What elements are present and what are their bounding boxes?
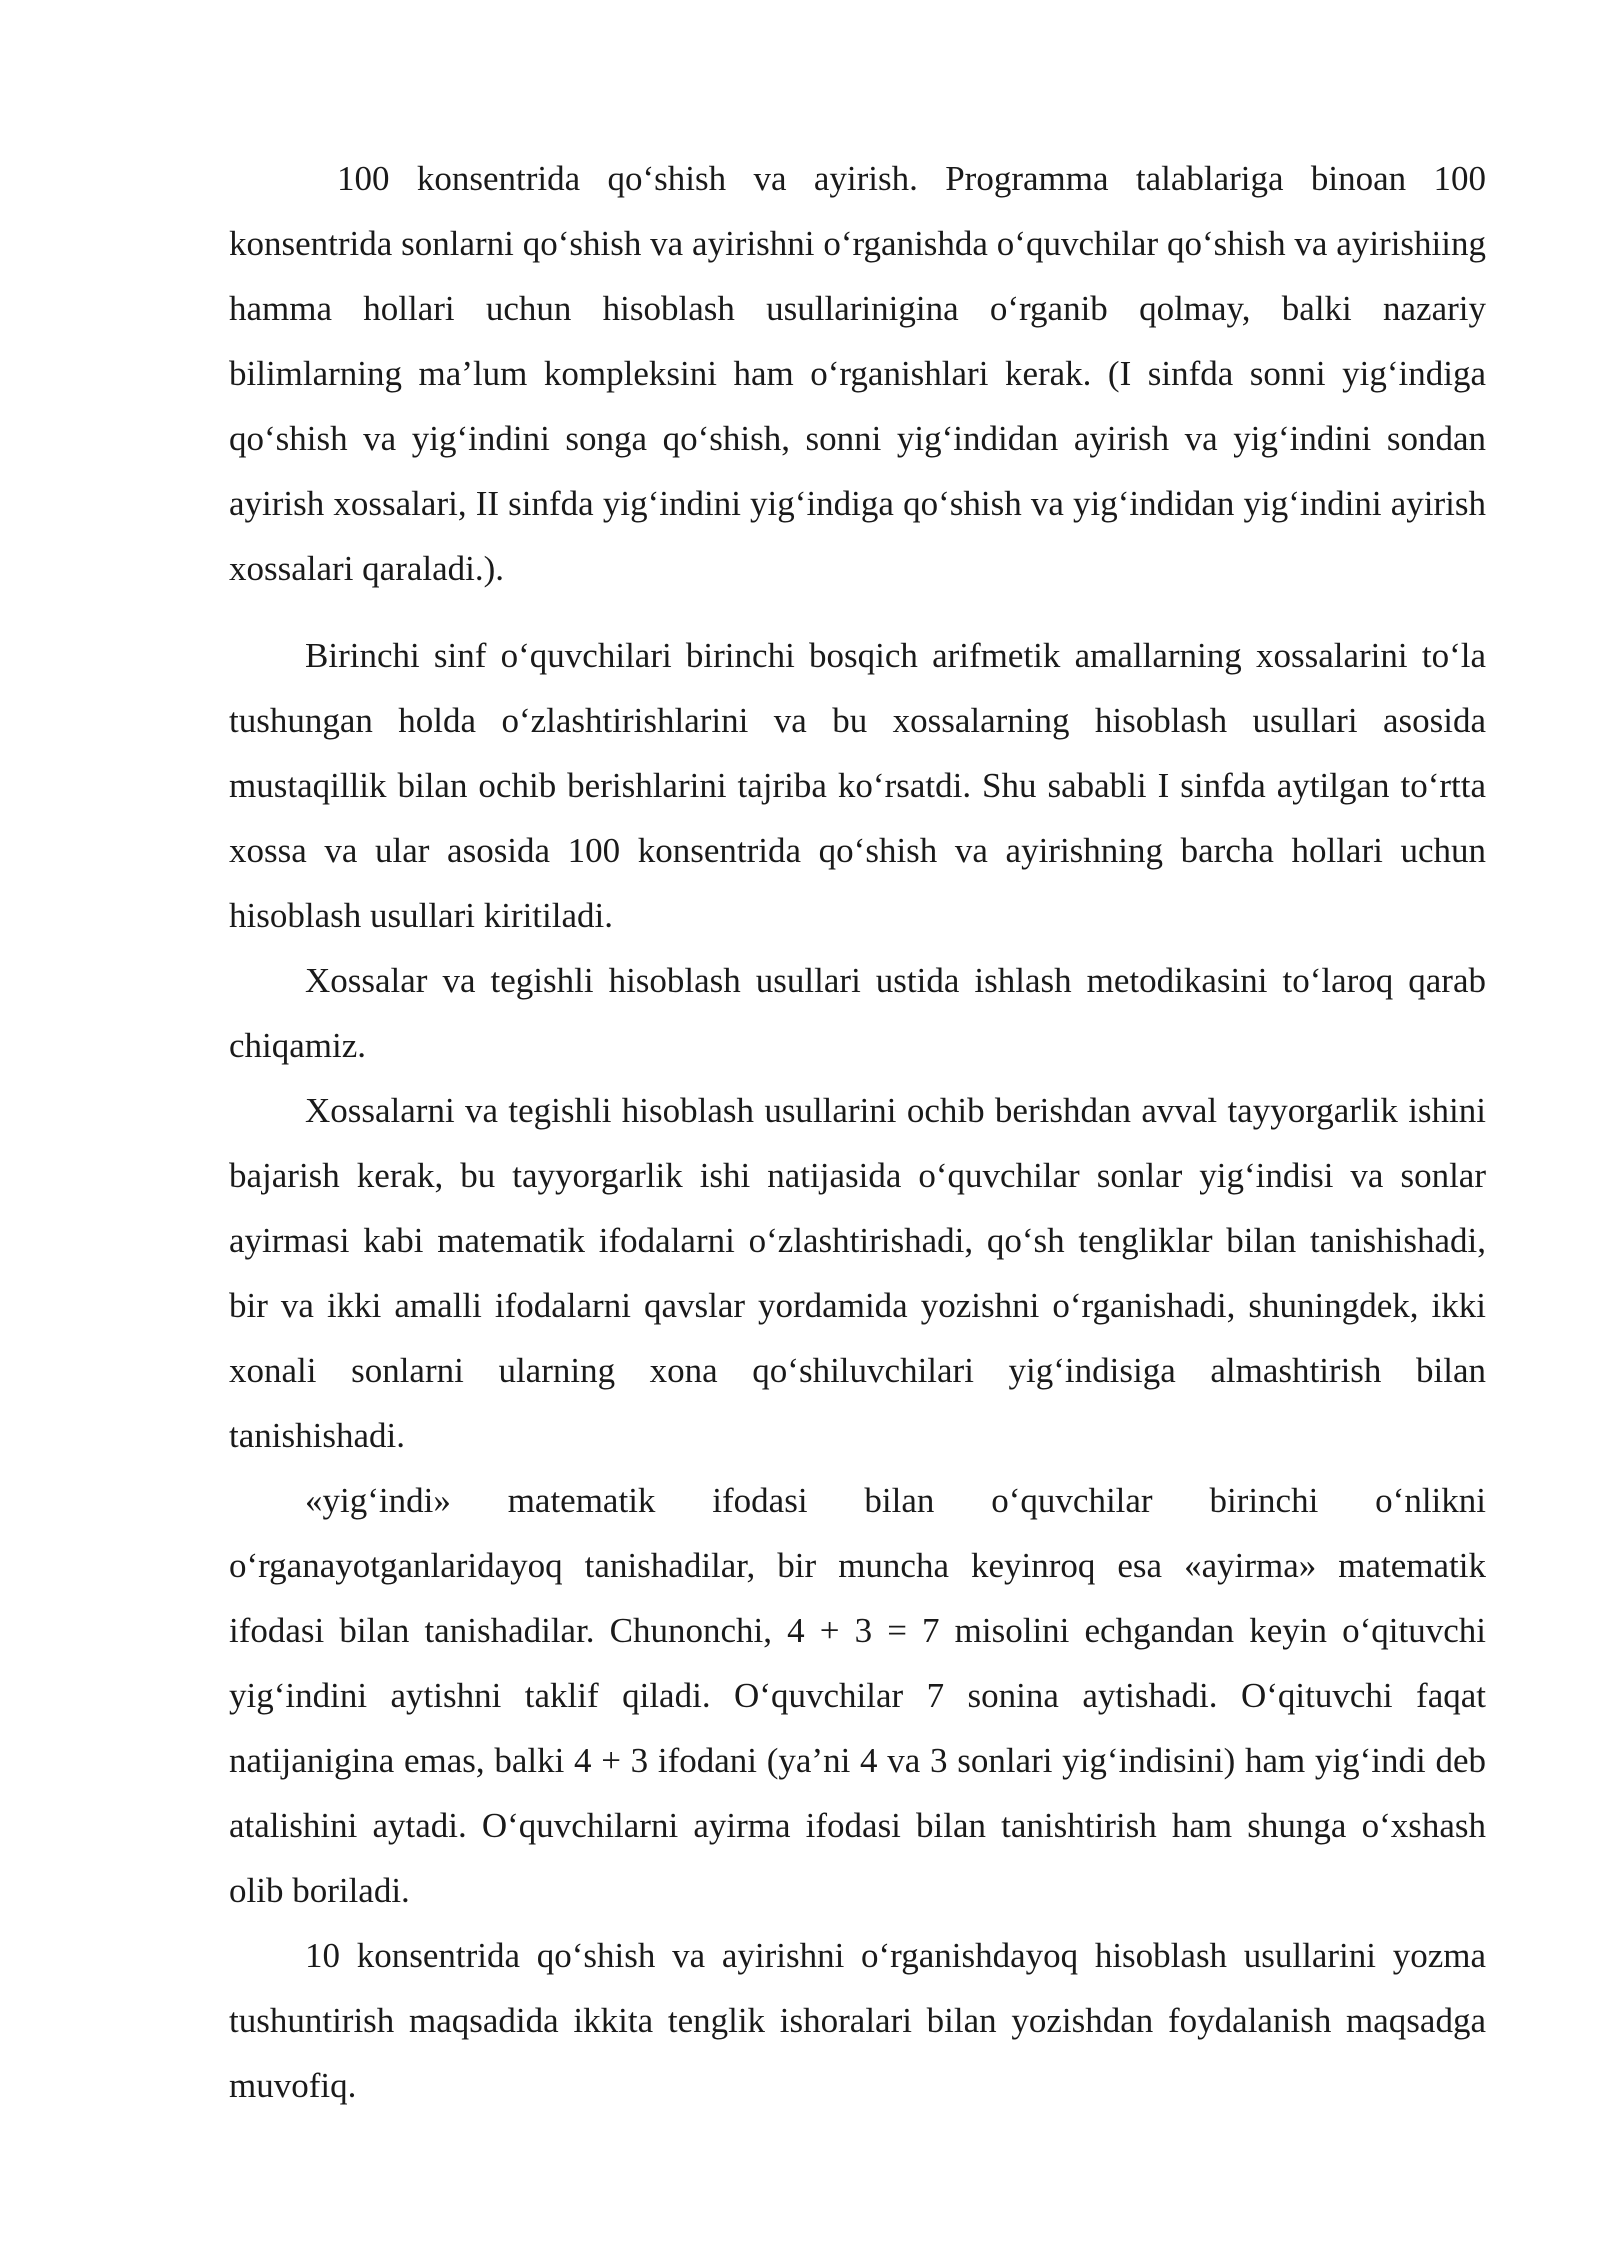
paragraph-2: Birinchi sinf o‘quvchilari birinchi bosqich arifmetik amallarning xossalarini to‘la tushungan holda o‘zlashtirishlarini va bu xossalarning hisoblash usullari asosida mustaqillik bilan ochib berishlarini tajriba ko‘rsatdi. Shu sababli I sinfda aytilgan to‘rtta xossa va ular asosida 100 konsentrida qo‘shish va ayirishning barcha hollari uchun hisoblash usullari kiritiladi. <box>229 636 1486 935</box>
paragraph-6: 10 konsentrida qo‘shish va ayirishni o‘rganishdayoq hisoblash usullarini yozma tushuntirish maqsadida ikkita tenglik ishoralari bilan yozishdan foydalanish maqsadga muvofiq. <box>229 1936 1486 2105</box>
paragraph-4: Xossalarni va tegishli hisoblash usullarini ochib berishdan avval tayyorgarlik ishini bajarish kerak, bu tayyorgarlik ishi natijasida o‘quvchilar sonlar yig‘indisi va sonlar ayirmasi kabi matematik ifodalarni o‘zlashtirishadi, qo‘sh tengliklar bilan tanishishadi, bir va ikki amalli ifodalarni qavslar yordamida yozishni o‘rganishadi, shuningdek, ikki xonali sonlarni ularning xona qo‘shiluvchilari yig‘indisiga almashtirish bilan tanishishadi. <box>229 1091 1486 1455</box>
paragraph-5: «yig‘indi» matematik ifodasi bilan o‘quvchilar birinchi o‘nlikni o‘rganayotganlaridayoq tanishadilar, bir muncha keyinroq esa «ayirma» matematik ifodasi bilan tanishadilar. Chunonchi, 4 + 3 = 7 misolini echgandan keyin o‘qituvchi yig‘indini aytishni taklif qiladi. O‘quvchilar 7 sonina aytishadi. O‘qituvchi faqat natijanigina emas, balki 4 + 3 ifodani (ya’ni 4 va 3 sonlari yig‘indisini) ham yig‘indi deb atalishini aytadi. O‘quvchilarni ayirma ifodasi bilan tanishtirish ham shunga o‘xshash olib boriladi. <box>229 1481 1486 1910</box>
paragraph-1: 100 konsentrida qo‘shish va ayirish. Programma talablariga binoan 100 konsentrida sonlarni qo‘shish va ayirishni o‘rganishda o‘quvchilar qo‘shish va ayirishiing hamma hollari uchun hisoblash usullarinigina o‘rganib qolmay, balki nazariy bilimlarning ma’lum kompleksini ham o‘rganishlari kerak. (I sinfda sonni yig‘indiga qo‘shish va yig‘indini songa qo‘shish, sonni yig‘indidan ayirish va yig‘indini sondan ayirish xossalari, II sinfda yig‘indini yig‘indiga qo‘shish va yig‘indidan yig‘indini ayirish xossalari qaraladi.). <box>229 159 1486 588</box>
paragraph-3: Xossalar va tegishli hisoblash usullari ustida ishlash metodikasini to‘laroq qarab chiqamiz. <box>229 961 1486 1065</box>
document-page <box>229 146 1486 2118</box>
